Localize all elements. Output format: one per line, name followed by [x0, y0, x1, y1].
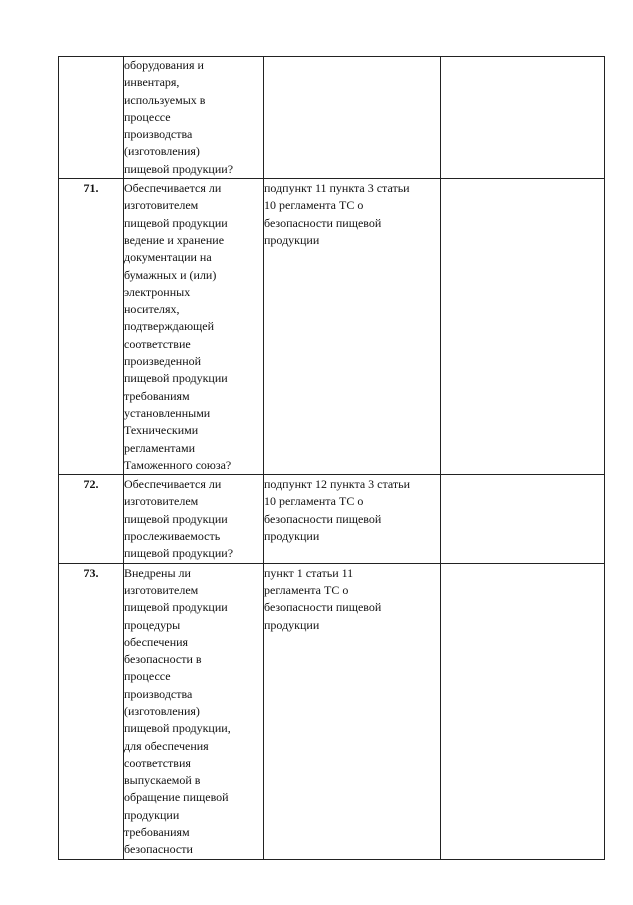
- note-cell: [441, 179, 605, 475]
- reference-cell: подпункт 12 пункта 3 статьи 10 регламента ТС о безопасности пищевой продукции: [264, 475, 441, 563]
- note-cell: [441, 563, 605, 859]
- item-number-cell: 73.: [59, 563, 124, 859]
- question-cell: Обеспечивается ли изготовителем пищевой продукции ведение и хранение документации на бумажных и (или) электронных носителях, подтверждающей соответствие произведенной пищевой продукции требованиям установленными Техническими регламентами Таможенного союза?: [124, 179, 264, 475]
- question-cell: Обеспечивается ли изготовителем пищевой продукции прослеживаемость пищевой продукции?: [124, 475, 264, 563]
- checklist-table: [58, 56, 605, 860]
- question-cell: оборудования и инвентаря, используемых в процессе производства (изготовления) пищевой продукции?: [124, 57, 264, 179]
- item-number-cell: 72.: [59, 475, 124, 563]
- table-row: [59, 475, 605, 563]
- item-number-cell: 71.: [59, 179, 124, 475]
- table-row: [59, 563, 605, 859]
- question-cell: Внедрены ли изготовителем пищевой продукции процедуры обеспечения безопасности в процессе производства (изготовления) пищевой продукции, для обеспечения соответствия выпускаемой в обращение пищевой продукции требованиям безопасности: [124, 563, 264, 859]
- reference-cell: подпункт 11 пункта 3 статьи 10 регламента ТС о безопасности пищевой продукции: [264, 179, 441, 475]
- note-cell: [441, 475, 605, 563]
- note-cell: [441, 57, 605, 179]
- reference-cell: пункт 1 статьи 11 регламента ТС о безопасности пищевой продукции: [264, 563, 441, 859]
- table-row: [59, 57, 605, 179]
- table-row: [59, 179, 605, 475]
- reference-cell: [264, 57, 441, 179]
- item-number-cell: [59, 57, 124, 179]
